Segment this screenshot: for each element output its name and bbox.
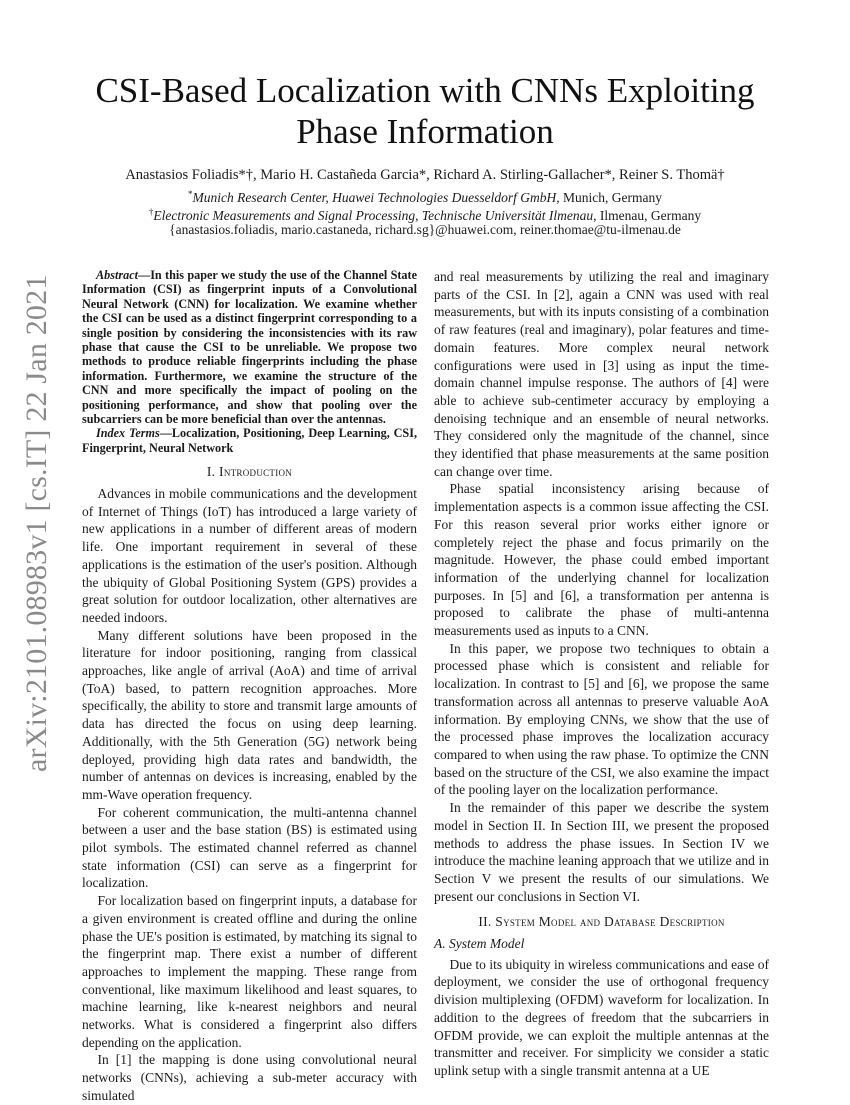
affiliation-2-mark: †: [148, 207, 154, 217]
paragraph: Phase spatial inconsistency arising because of implementation aspects is a common issue affecting the CSI. For this reason several prior works either ignore or completely reject the phase and focus primarily on the magnitude. However, the phase could embed important information of the underlying channel for localization purposes. In [5] and [6], a transformation per antenna is proposed to calibrate the phase of multi-antenna measurements used as inputs to a CNN.: [434, 481, 769, 639]
right-column: [434, 268, 769, 1080]
section-heading-introduction: I. Introduction: [206, 464, 293, 480]
abstract: [82, 268, 417, 426]
paragraph: Due to its ubiquity in wireless communications and ease of deployment, we consider the use of orthogonal frequency division multiplexing (OFDM) waveform for localization. In addition to the degrees of freedom that the subcarriers in OFDM provide, we can exploit the multiple antennas at the transmitter and receiver. For simplicity we consider a static uplink setup with a single transmit antenna at a UE: [434, 956, 769, 1078]
index-terms-lead: Index Terms: [96, 426, 160, 441]
paper-title: [60, 70, 790, 152]
paper-title-line-2: Phase Information: [296, 112, 554, 151]
paragraph: and real measurements by utilizing the real and imaginary parts of the CSI. In [2], again a CNN was used with real measurements, but with its inputs consisting of a combination of raw features (real and imaginary), polar features and time-domain features. More complex neural network configurations were used in [3] using as input the time-domain channel impulse response. The authors of [4] were able to achieve sub-centimeter accuracy by employing a denoising technique and an ensemble of neural networks. They considered only the magnitude of the channel, since they identified that phase measurements at the same position can change over time.: [434, 269, 769, 479]
arxiv-identifier: [2, 274, 72, 772]
paragraph: In this paper, we propose two techniques to obtain a processed phase which is consistent and reliable for localization. In contrast to [5] and [6], we propose the same transformation across all antennas to preserve valuable AoA information. By employing CNNs, we show that the use of the processed phase improves the localization accuracy compared to when using the raw phase. To optimize the CNN based on the structure of the CSI, we also examine the impact of the pooling layer on the localization performance.: [434, 640, 769, 798]
affiliation-2-org: Electronic Measurements and Signal Processing, Technische Universität Ilmenau: [153, 208, 594, 223]
arxiv-identifier-text: arXiv:2101.08983v1 [cs.IT] 22 Jan 2021: [20, 274, 53, 772]
index-terms: [82, 426, 417, 455]
paragraph: In the remainder of this paper we describe the system model in Section II. In Section III, we present the proposed methods to address the phase issues. In Section IV we introduce the machine leaning approach that we utilize and in Section V we present the results of our simulations. We present our conclusions in Section VI.: [434, 800, 769, 904]
paragraph: For localization based on fingerprint inputs, a database for a given environment is created offline and during the online phase the UE's position is estimated, by matching its signal to the fingerprint map. There exist a number of different approaches to implement the mapping. These range from conventional, like maximum likelihood and least squares, to machine learning, like k-nearest neighbors and neural networks. What is considered a fingerprint also differs depending on the application.: [82, 893, 417, 1050]
affiliation-2-location: , Ilmenau, Germany: [593, 208, 702, 223]
paragraph: For coherent communication, the multi-antenna channel between a user and the base station (BS) is estimated using pilot symbols. The estimated channel referred as channel state information (CSI) can serve as a fingerprint for localization.: [82, 804, 417, 891]
abstract-text: —In this paper we study the use of the Channel State Information (CSI) as fingerprint inputs of a Convolutional Neural Network (CNN) for localization. We examine whether the CSI can be used as a distinct fingerprint corresponding to a single position by considering the inconsistencies with its raw phase that cause the CSI to be unreliable. We propose two methods to produce reliable fingerprints including the phase information. Furthermore, we examine the structure of the CNN and more specifically the impact of pooling on the positioning performance, and show that pooling over the subcarriers can be more beneficial than over the antennas.: [82, 268, 417, 427]
author-emails: {anastasios.foliadis, mario.castaneda, richard.sg}@huawei.com, reiner.thomae@tu-ilmenau.de: [169, 222, 681, 237]
affiliation-1-org: Munich Research Center, Huawei Technologies Duesseldorf GmbH: [192, 190, 557, 205]
paragraph: Advances in mobile communications and the development of Internet of Things (IoT) has introduced a large variety of new applications in a number of different areas of modern life. One important requirement in several of these applications is the estimation of the user's position. Although the ubiquity of Global Positioning System (GPS) provides a great solution for outdoor localization, other alternatives are needed indoors.: [82, 485, 417, 625]
abstract-lead: Abstract: [96, 268, 138, 282]
author-list: Anastasios Foliadis*†, Mario H. Castañeda Garcia*, Richard A. Stirling-Gallacher*, Reiner S. Thomä†: [125, 167, 725, 183]
paragraph: Many different solutions have been proposed in the literature for indoor positioning, ranging from classical approaches, like angle of arrival (AoA) and time of arrival (ToA) based, to pattern recognition approaches. More specifically, the ability to store and transmit large amounts of data has directed the focus on using deep learning. Additionally, with the 5th Generation (5G) network being deployed, providing high data rates and bandwidth, the number of antennas on devices is increasing, enabled by the mm-Wave operation frequency.: [82, 627, 417, 802]
paper-title-line-1: CSI-Based Localization with CNNs Exploiting: [95, 71, 755, 110]
paragraph: In [1] the mapping is done using convolutional neural networks (CNNs), achieving a sub-meter accuracy with simulated: [82, 1052, 417, 1103]
affiliation-1-mark: *: [187, 189, 193, 199]
left-column: [82, 268, 417, 1105]
index-terms-text: —Localization, Positioning, Deep Learning, CSI, Fingerprint, Neural Network: [82, 426, 417, 455]
section-heading-system-model: II. System Model and Database Description: [478, 914, 725, 930]
subsection-heading-system-model: A. System Model: [434, 936, 525, 952]
affiliation-1-location: , Munich, Germany: [556, 190, 663, 205]
